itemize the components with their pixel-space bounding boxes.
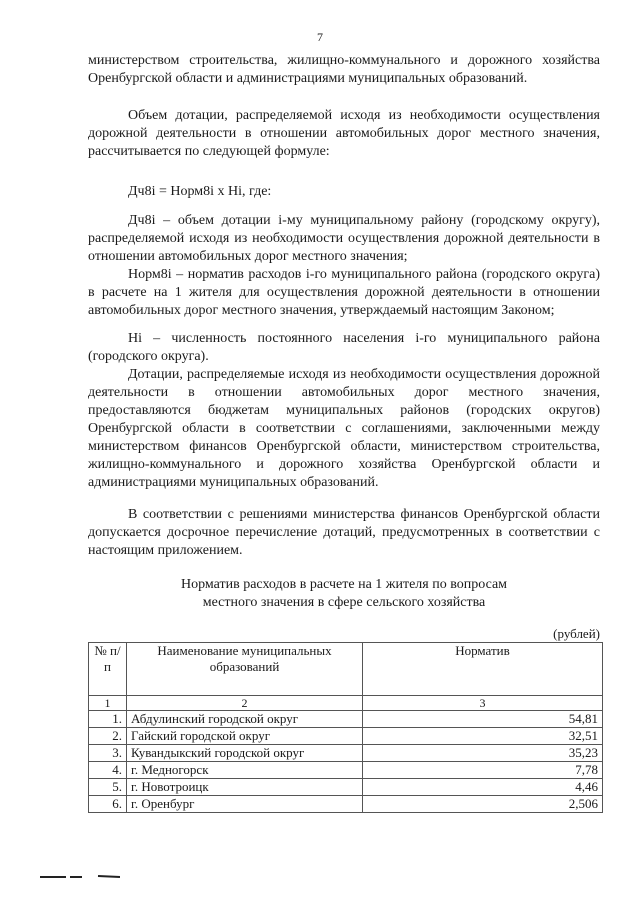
row-number: 3.: [89, 745, 127, 762]
table-row: [89, 796, 603, 813]
norm-value: 7,78: [363, 762, 603, 779]
unit-label: (рублей): [553, 626, 600, 641]
paragraph-early-transfer: В соответствии с решениями министерства финансов Оренбургской области допускается досрочное перечисление дотаций, предусмотренных в соответствии с настоящим приложением.: [88, 507, 600, 558]
norm-value: 54,81: [363, 711, 603, 728]
municipality-name: Абдулинский городской округ: [127, 711, 363, 728]
table-row: [89, 745, 603, 762]
row-number: 6.: [89, 796, 127, 813]
municipality-name: Гайский городской округ: [127, 728, 363, 745]
municipality-name: Кувандыкский городской округ: [127, 745, 363, 762]
municipality-name: г. Оренбург: [127, 796, 363, 813]
row-number: 1.: [89, 711, 127, 728]
paragraph-subsidy-provision: Дотации, распределяемые исходя из необходимости осуществления дорожной деятельности в отношении автомобильных дорог местного значения, предоставляются бюджетам муниципальных районов (городских округов) Оренбургской области в соответствии с соглашениями, заключенными между министерством финансов Оренбургской области, министерством строительства, жилищно-коммунального и дорожного хозяйства Оренбургской области и администрациями муниципальных образований.: [88, 367, 600, 490]
page-number: 7: [317, 30, 323, 44]
table-row: [89, 728, 603, 745]
paragraph-definition-n: Нi – численность постоянного населения i-го муниципального района (городского округа).: [88, 331, 600, 364]
row-number: 4.: [89, 762, 127, 779]
municipality-name: г. Новотроицк: [127, 779, 363, 796]
row-number: 5.: [89, 779, 127, 796]
municipality-name: г. Медногорск: [127, 762, 363, 779]
norm-value: 4,46: [363, 779, 603, 796]
column-number: 2: [127, 696, 363, 711]
table-header-row: [89, 643, 603, 696]
column-number: 1: [89, 696, 127, 711]
paragraph-continuation: министерством строительства, жилищно-коммунального и дорожного хозяйства Оренбургской области и администрациями муниципальных образований.: [88, 53, 600, 86]
table-row: [89, 779, 603, 796]
header-name: Наименование муниципальных образований: [127, 643, 363, 696]
paragraph-definition-dch: Дч8i – объем дотации i-му муниципальному району (городскому округу), распределяемой исходя из необходимости осуществления дорожной деятельности в отношении автомобильных дорог местного значения;: [88, 213, 600, 264]
norm-table: [88, 642, 603, 813]
column-number: 3: [363, 696, 603, 711]
paragraph-formula-intro: Объем дотации, распределяемой исходя из необходимости осуществления дорожной деятельности в отношении автомобильных дорог местного значения, рассчитывается по следующей формуле:: [88, 108, 600, 159]
table-title-line-1: Норматив расходов в расчете на 1 жителя по вопросам: [180, 577, 508, 592]
header-value: Норматив: [363, 643, 603, 696]
header-num: № п/п: [89, 643, 127, 696]
norm-value: 35,23: [363, 745, 603, 762]
paragraph-definition-norm: Норм8i – норматив расходов i-го муниципального района (городского округа) в расчете на 1 жителя для осуществления дорожной деятельности в отношении автомобильных дорог местного значения, утверждаемый настоящим Законом;: [88, 267, 600, 318]
formula: Дч8i = Норм8i х Нi, где:: [128, 184, 272, 199]
norm-value: 2,506: [363, 796, 603, 813]
row-number: 2.: [89, 728, 127, 745]
table-title-line-2: местного значения в сфере сельского хозяйства: [202, 595, 486, 610]
column-number-row: [89, 696, 603, 711]
scan-mark: [40, 874, 120, 880]
table-row: [89, 762, 603, 779]
table-row: [89, 711, 603, 728]
norm-value: 32,51: [363, 728, 603, 745]
